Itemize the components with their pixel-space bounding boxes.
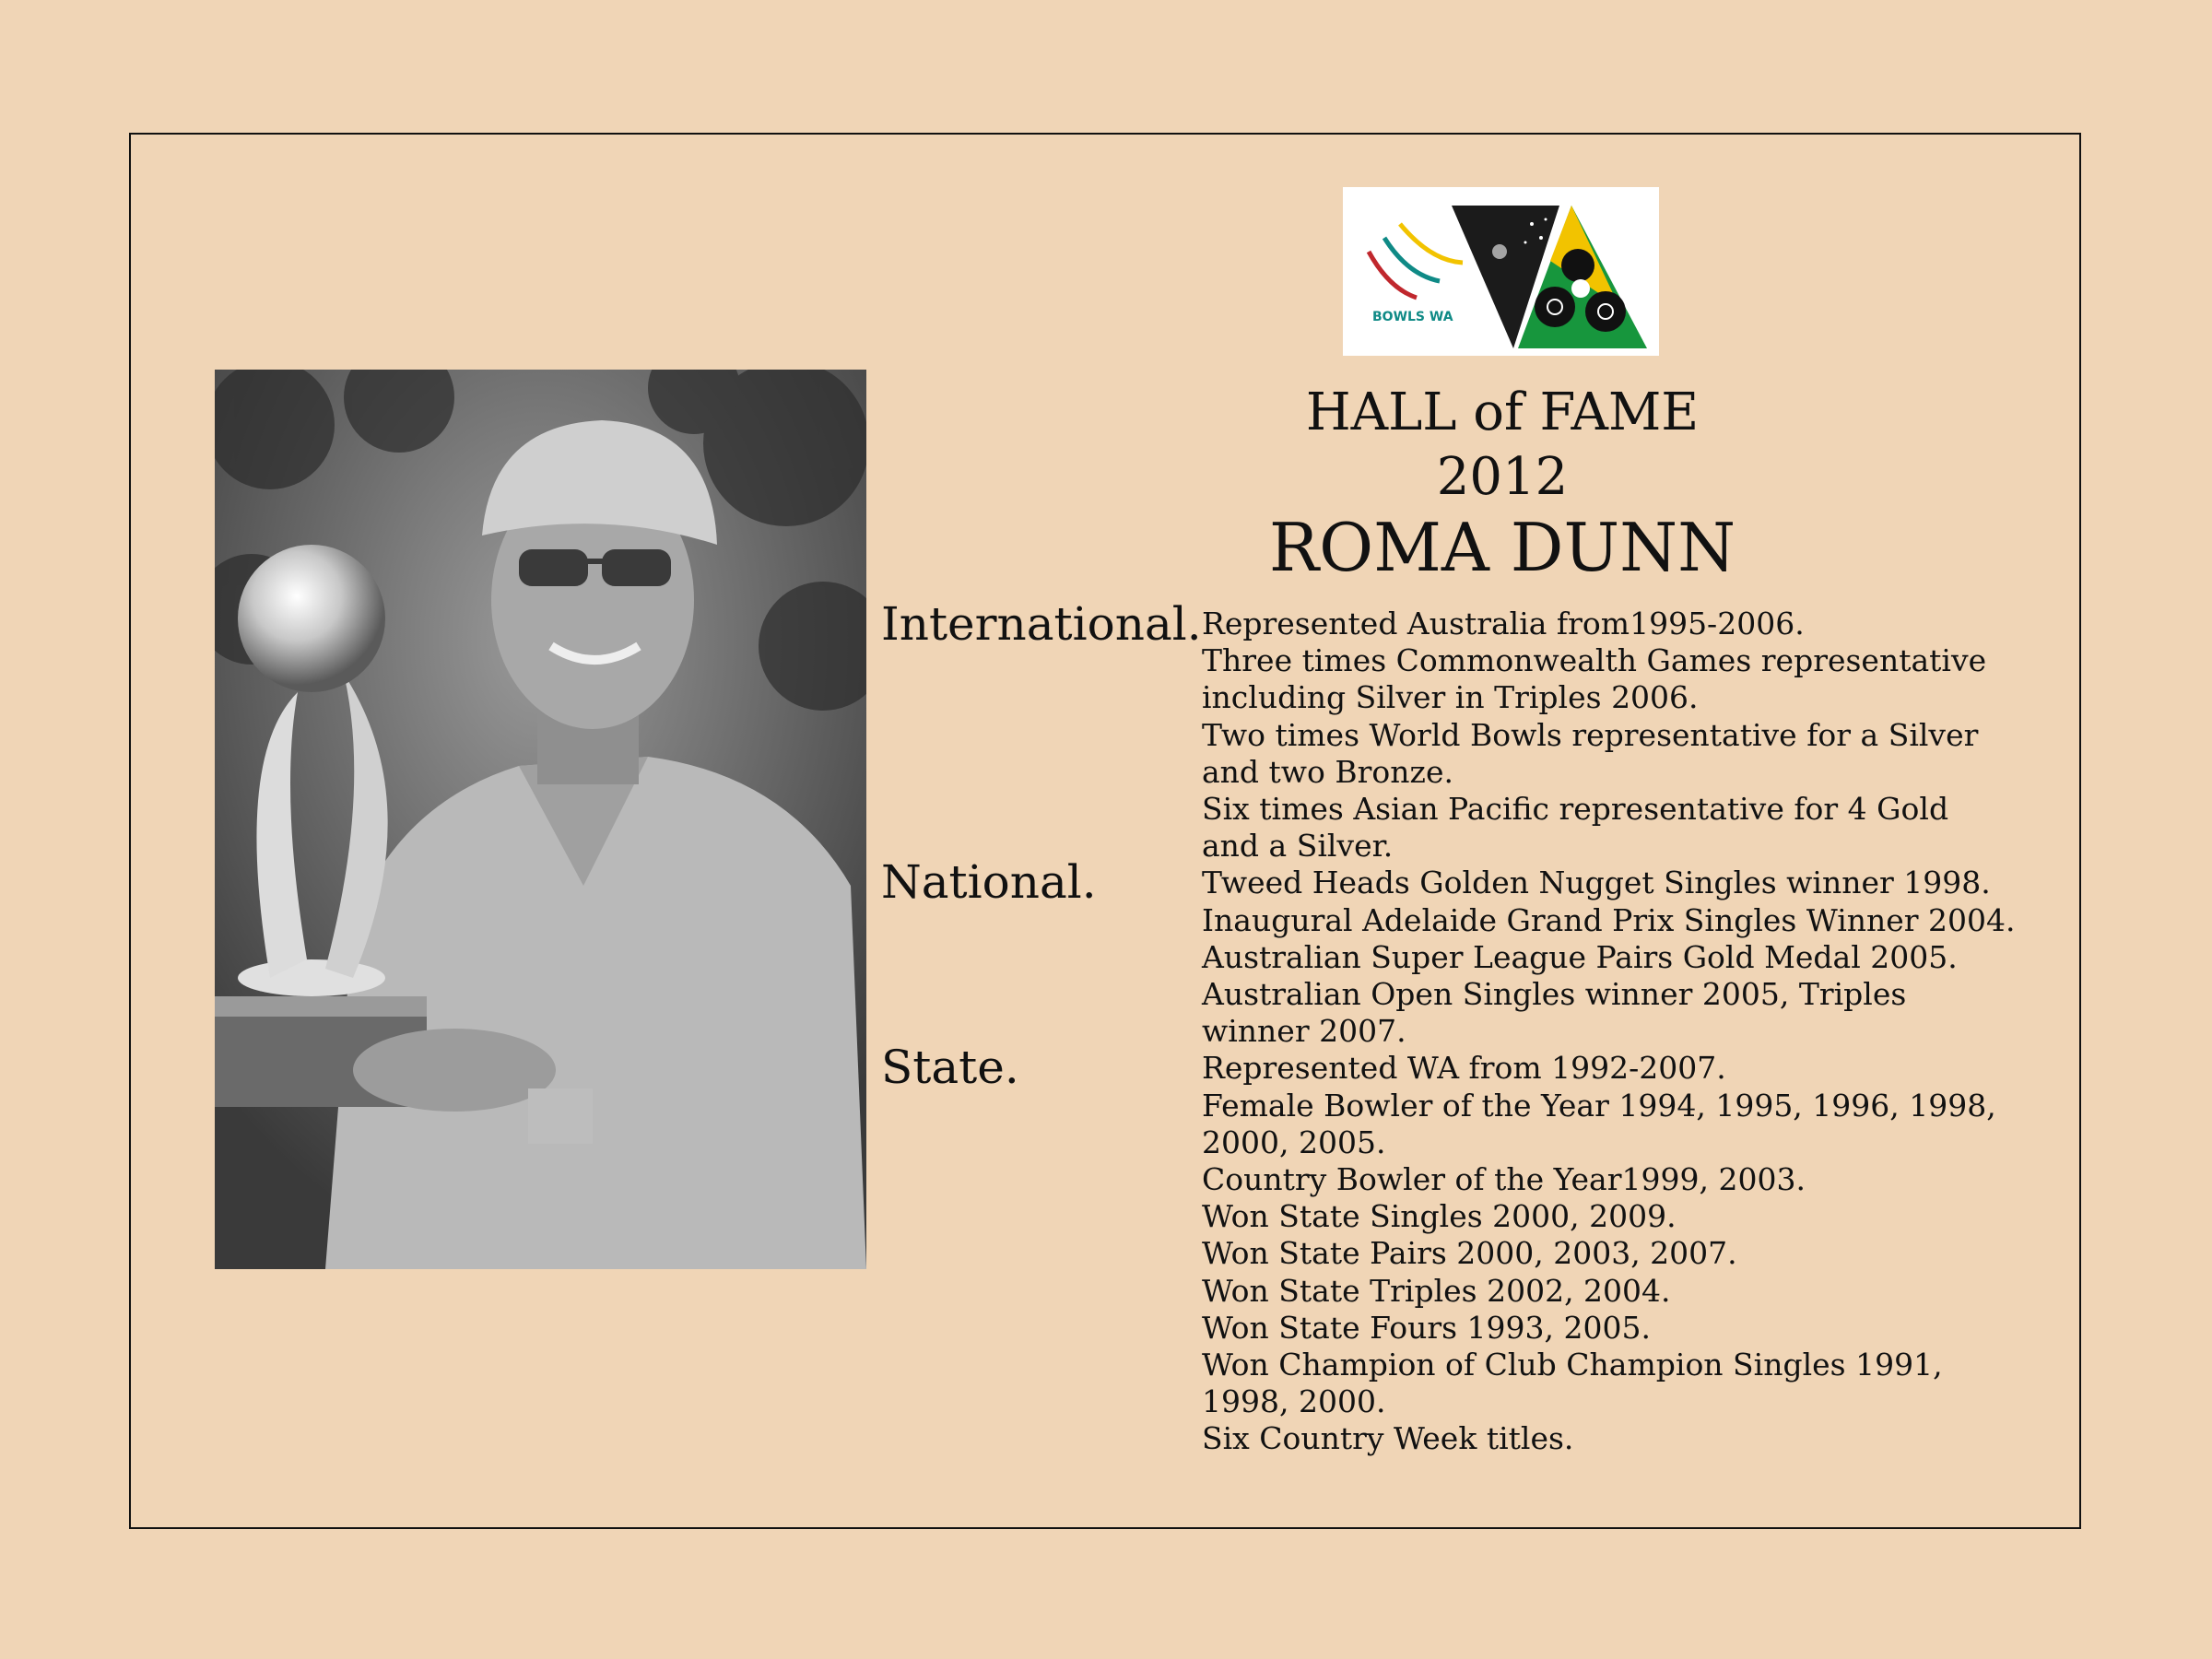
achievement-line: Won State Fours 1993, 2005. xyxy=(1202,1309,1651,1346)
achievement-line: and a Silver. xyxy=(1202,828,1394,865)
achievement-line: Two times World Bowls representative for a Silver xyxy=(1202,716,1979,753)
achievement-line: Three times Commonwealth Games representative xyxy=(1202,642,1987,679)
logo-text: BOWLS WA xyxy=(1372,310,1453,324)
achievement-line: Won State Singles 2000, 2009. xyxy=(1202,1198,1677,1235)
achievement-line: 1998, 2000. xyxy=(1202,1383,1386,1420)
achievement-line: Australian Open Singles winner 2005, Triples xyxy=(1202,976,1907,1013)
achievement-line: Female Bowler of the Year 1994, 1995, 1996, 1998, xyxy=(1202,1087,1996,1124)
hall-of-fame-title: HALL of FAME xyxy=(1305,382,1700,442)
achievement-line: Six Country Week titles. xyxy=(1202,1420,1574,1457)
logo-swoosh-red xyxy=(1369,252,1417,298)
achievement-line: Inaugural Adelaide Grand Prix Singles Winner 2004. xyxy=(1202,901,2016,938)
achievement-line: including Silver in Triples 2006. xyxy=(1202,679,1699,716)
achievement-line: Australian Super League Pairs Gold Medal 2005. xyxy=(1202,938,1958,975)
achievement-line: Won State Triples 2002, 2004. xyxy=(1202,1272,1671,1309)
achievement-line: and two Bronze. xyxy=(1202,753,1453,790)
bowls-wa-logo xyxy=(1343,187,1659,356)
achievements-list xyxy=(1202,606,2050,1458)
achievement-line: 2000, 2005. xyxy=(1202,1124,1386,1160)
logo-swoosh-yellow xyxy=(1400,224,1463,263)
portrait-photo xyxy=(215,370,866,1269)
induction-year: 2012 xyxy=(1436,447,1569,507)
achievement-line: Tweed Heads Golden Nugget Singles winner 1998. xyxy=(1202,865,1991,901)
inductee-name: ROMA DUNN xyxy=(1268,509,1736,586)
achievement-line: winner 2007. xyxy=(1202,1013,1406,1050)
achievement-line: Won Champion of Club Champion Singles 1991, xyxy=(1202,1347,1943,1383)
section-label-national: National. xyxy=(881,855,1097,909)
portrait-illustration xyxy=(215,370,866,1269)
achievement-line: Won State Pairs 2000, 2003, 2007. xyxy=(1202,1235,1737,1272)
achievement-line: Represented Australia from1995-2006. xyxy=(1202,606,1805,641)
section-label-international: International. xyxy=(881,597,1202,651)
achievement-line: Country Bowler of the Year1999, 2003. xyxy=(1202,1161,1806,1198)
section-label-state: State. xyxy=(881,1041,1019,1094)
logo-swoosh-teal xyxy=(1384,238,1440,281)
achievement-line: Represented WA from 1992-2007. xyxy=(1202,1050,1726,1087)
achievement-line: Six times Asian Pacific representative for 4 Gold xyxy=(1202,791,1949,828)
